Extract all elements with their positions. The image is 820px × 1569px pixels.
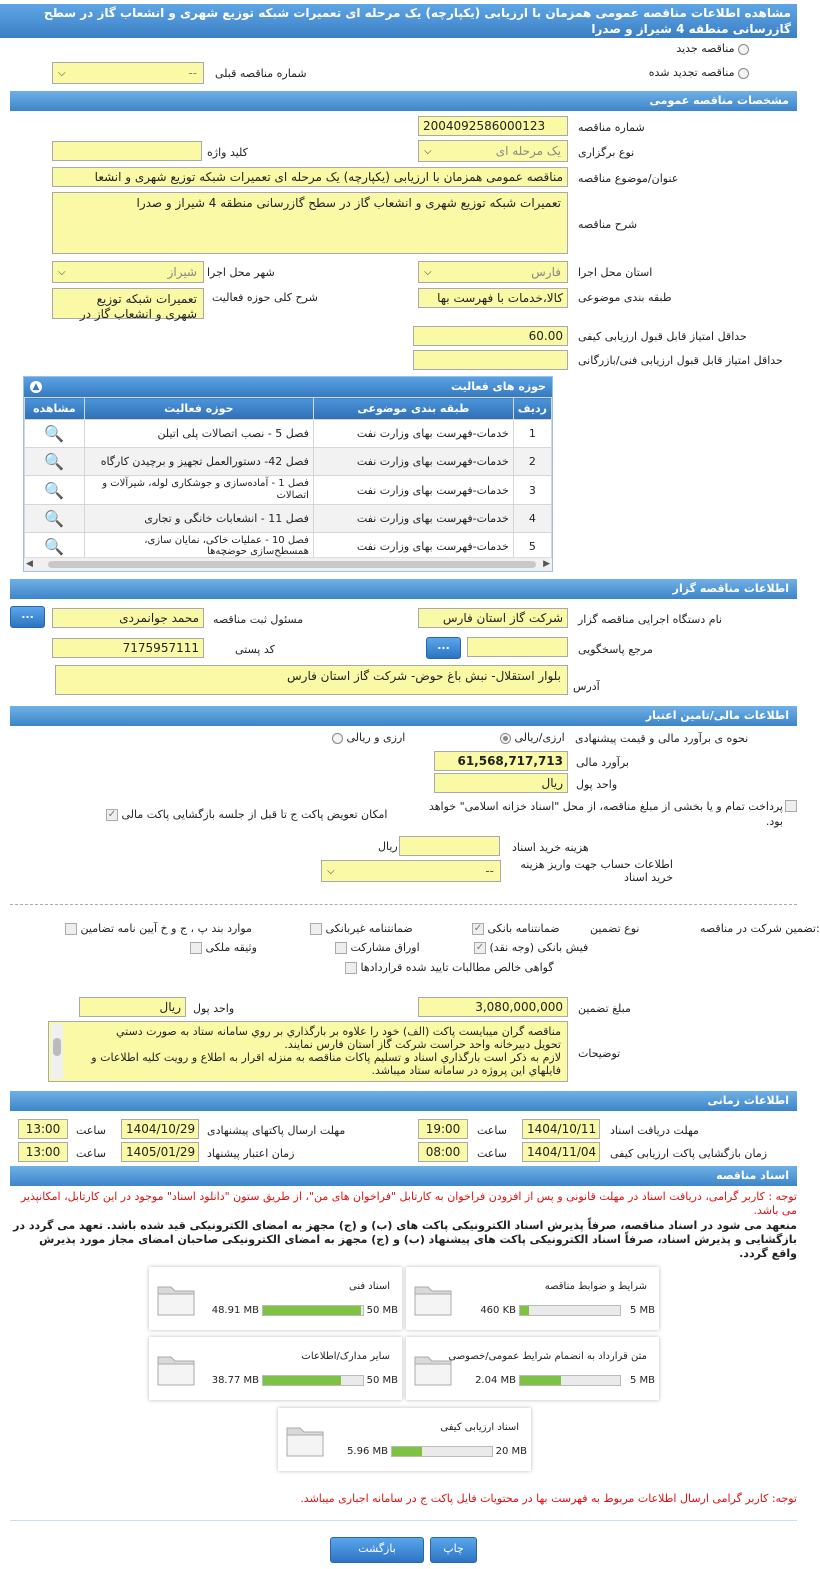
city-value: شیراز: [167, 265, 197, 279]
document-name: اسناد ارزیابی کیفی: [440, 1422, 519, 1433]
divider: [10, 904, 797, 905]
option-regulation: [65, 922, 252, 935]
folder-icon: [155, 1349, 197, 1389]
notes-line: لازم به ذكر است بارگذاري اسناد و تسليم پاكات مناقصه به منزله اقرار به اطلاع و رويت كليه اطلاعات و: [91, 1051, 561, 1064]
progress-track: [262, 1375, 364, 1386]
table-row: [25, 476, 552, 505]
city-select[interactable]: [52, 261, 204, 283]
type-label: نوع برگزاری: [578, 146, 635, 159]
document-max: 50 MB: [366, 1375, 398, 1386]
chevron-down-icon: ⌵: [424, 267, 432, 278]
table-row: [25, 420, 552, 448]
document-card[interactable]: [278, 1408, 531, 1471]
number-label: شماره مناقصه: [578, 121, 645, 134]
document-max: 50 MB: [366, 1305, 398, 1316]
swap-option: [106, 808, 387, 821]
row-field: فصل 11 - انشعابات خانگی و تجاری: [84, 505, 313, 533]
radio-new-label: مناقصه جدید: [676, 42, 735, 55]
progress-track: [519, 1375, 621, 1386]
document-name: سایر مدارک/اطلاعات: [301, 1351, 390, 1362]
radio-rial[interactable]: [500, 731, 565, 744]
org-field[interactable]: شرکت گاز استان فارس: [418, 608, 568, 628]
notes-line: تحويل دبيرخانه واحد حراست شركت گاز استان فارس نمايند.: [284, 1038, 561, 1051]
document-max: 20 MB: [495, 1446, 527, 1457]
activity-panel-title: حوزه های فعالیت: [24, 377, 552, 397]
postal-field[interactable]: 7175957111: [52, 638, 204, 658]
prev-number-value: --: [188, 66, 197, 80]
document-name: متن قرارداد به انضمام شرایط عمومی/خصوصی: [448, 1351, 647, 1362]
row-category: خدمات-فهرست بهای وزارت نفت: [313, 420, 513, 448]
folder-icon: [155, 1279, 197, 1319]
type-value: یک مرحله ای: [495, 144, 561, 158]
row-number: 2: [513, 448, 551, 476]
option-bank-guarantee: [472, 922, 560, 935]
row-field: فصل 1 - آماده‌سازی و جوشکاری لوله، شیرآلات و اتصالات: [84, 476, 313, 505]
row-number: 5: [513, 533, 551, 560]
row-number: 4: [513, 505, 551, 533]
chevron-down-icon: ⌵: [327, 866, 335, 877]
col-row: ردیف: [513, 398, 551, 420]
horizontal-scrollbar[interactable]: [24, 557, 552, 571]
prev-number-label: شماره مناقصه قبلی: [215, 67, 307, 80]
category-field[interactable]: کالا،خدمات با فهرست بها: [418, 288, 568, 308]
row-category: خدمات-فهرست بهای وزارت نفت: [313, 505, 513, 533]
postal-label: کد پستی: [235, 643, 275, 656]
doc-fee-field[interactable]: [399, 836, 500, 856]
activity-table: [24, 397, 552, 560]
radio-new-tender[interactable]: [676, 42, 749, 55]
progress-fill: [392, 1447, 422, 1456]
number-field[interactable]: 2004092586000123: [418, 116, 568, 136]
desc-field[interactable]: تعمیرات شبکه توزیع شهری و انشعاب گاز در سطح گازرسانی منطقه 4 شیراز و صدرا: [52, 192, 568, 254]
row-field: فصل 5 - نصب اتصالات پلی اتیلن: [84, 420, 313, 448]
estimate-field[interactable]: 61,568,717,713: [434, 751, 568, 771]
progress-track: [519, 1305, 621, 1316]
progress-track: [262, 1305, 364, 1316]
address-label: آدرس: [573, 680, 600, 693]
min-tech-field[interactable]: [413, 350, 568, 370]
view-icon[interactable]: 🔍: [25, 448, 85, 476]
col-category: طبقه بندی موضوعی: [313, 398, 513, 420]
subject-label: عنوان/موضوع مناقصه: [578, 172, 679, 185]
option-cash-label: فیش بانکی (وجه نقد): [489, 941, 589, 954]
back-button[interactable]: بازگشت: [330, 1537, 424, 1563]
province-select[interactable]: [418, 261, 568, 283]
table-row: [25, 533, 552, 560]
keyword-field[interactable]: [52, 141, 202, 161]
document-used: 48.91 MB: [211, 1305, 259, 1316]
table-row: [25, 505, 552, 533]
subject-field[interactable]: مناقصه عمومی همزمان با ارزیابی (یکپارچه) یک مرحله ای تعمیرات شبکه توزیع شهری و انشعا: [52, 167, 568, 187]
footer-divider: [10, 1520, 797, 1521]
treasury-checkbox[interactable]: [785, 800, 797, 812]
address-field[interactable]: بلوار استقلال- نبش باغ حوض- شرکت گاز استان فارس: [55, 665, 568, 695]
section-general: مشخصات مناقصه عمومی: [10, 91, 797, 111]
radio-fx[interactable]: [332, 731, 405, 744]
responsible-lookup-button[interactable]: ...: [10, 606, 45, 628]
validity-label: زمان اعتبار پیشنهاد: [207, 1147, 295, 1160]
radio-rial-icon[interactable]: [500, 733, 511, 744]
notes-label: توضیحات: [578, 1047, 621, 1060]
chevron-down-icon: ⌵: [58, 68, 66, 79]
category-label: طبقه بندی موضوعی: [578, 291, 672, 304]
province-value: فارس: [531, 265, 561, 279]
folder-icon: [284, 1420, 326, 1460]
progress-fill: [520, 1376, 561, 1385]
section-documents: اسناد مناقصه: [10, 1166, 797, 1186]
validity-time[interactable]: 13:00: [18, 1142, 68, 1162]
swap-text: امکان تعویض پاکت ج تا قبل از جلسه بازگشایی پاکت مالی: [121, 808, 388, 821]
swap-checkbox[interactable]: ✓: [107, 809, 117, 820]
view-icon[interactable]: 🔍: [25, 505, 85, 533]
progress-fill: [520, 1306, 529, 1315]
col-view: مشاهده: [25, 398, 85, 420]
option-nonbank-guarantee-label: ضمانتنامه غیربانکی: [325, 922, 413, 935]
estimate-label: برآورد مالی: [576, 756, 629, 769]
receive-time[interactable]: 19:00: [418, 1119, 468, 1139]
option-bank-guarantee-label: ضمانتنامه بانکی: [487, 922, 560, 935]
radio-rial-label: ارزی/ریالی: [514, 731, 565, 744]
doc-fee-label: هزینه خرید اسناد: [512, 841, 589, 854]
scroll-thumb[interactable]: [53, 1038, 61, 1056]
responsible-field[interactable]: محمد جوانمردی: [52, 608, 204, 628]
documents-note: توجه : کاربر گرامی، دریافت اسناد در مهلت قانونی و پس از افزودن فراخوان به کارتابل "فراخوان های من"، از طریق ستون "دانلود اسناد" موجود در این کارتابل، امکانپذیر می باشد.: [20, 1190, 797, 1217]
document-card[interactable]: [149, 1337, 402, 1400]
org-label: نام دستگاه اجرایی مناقصه گزار: [578, 613, 722, 626]
open-date[interactable]: 1404/11/04: [522, 1142, 600, 1162]
account-select[interactable]: [321, 860, 501, 882]
document-name: اسناد فنی: [349, 1281, 390, 1292]
min-tech-label: حداقل امتیاز قابل قبول ارزیابی فنی/بازرگانی: [578, 354, 783, 367]
desc-label: شرح مناقصه: [578, 218, 638, 231]
scroll-right-icon[interactable]: ▶: [543, 559, 550, 569]
document-card[interactable]: [149, 1267, 402, 1330]
option-regulation-label: موارد بند پ ، ج و خ آیین نامه تضامین: [80, 922, 252, 935]
table-row: [25, 448, 552, 476]
reference-field[interactable]: [467, 637, 568, 657]
city-label: شهر محل اجرا: [207, 266, 275, 279]
option-receivables: [345, 961, 554, 974]
send-time-label: ساعت: [76, 1124, 106, 1137]
scroll-left-icon[interactable]: ◀: [26, 559, 33, 569]
min-quality-field[interactable]: 60.00: [413, 326, 568, 346]
view-icon[interactable]: 🔍: [25, 420, 85, 448]
radio-new-icon[interactable]: [738, 44, 749, 55]
treasury-text: پرداخت تمام و یا بخشی از مبلغ مناقصه، از محل "اسناد خزانه اسلامی" خواهد بود.: [428, 800, 783, 828]
send-date[interactable]: 1404/10/29: [121, 1119, 199, 1139]
chevron-down-icon: ⌵: [58, 267, 66, 278]
checkbox[interactable]: ✓: [473, 923, 483, 934]
document-name: شرایط و ضوابط مناقصه: [544, 1281, 647, 1292]
row-field: فصل 42- دستورالعمل تجهیز و برچیدن کارگاه: [84, 448, 313, 476]
send-label: مهلت ارسال پاکتهای پیشنهادی: [207, 1124, 346, 1137]
currency-label: واحد پول: [576, 778, 618, 791]
option-bonds: [335, 941, 420, 954]
checkbox[interactable]: [310, 923, 322, 935]
reference-lookup-button[interactable]: ...: [426, 637, 461, 659]
radio-renewed-icon[interactable]: [738, 68, 749, 79]
checkbox[interactable]: [345, 962, 357, 974]
progress-track: [391, 1446, 493, 1457]
view-icon[interactable]: 🔍: [25, 533, 85, 560]
receive-date[interactable]: 1404/10/11: [522, 1119, 600, 1139]
send-time[interactable]: 13:00: [18, 1119, 68, 1139]
option-property-label: وثیقه ملکی: [205, 941, 257, 954]
view-icon[interactable]: 🔍: [25, 476, 85, 505]
chevron-down-icon: ⌵: [424, 146, 432, 157]
notes-scrollbar[interactable]: [51, 1024, 63, 1079]
responsible-label: مسئول ثبت مناقصه: [213, 613, 304, 626]
document-used: 38.77 MB: [211, 1375, 259, 1386]
receive-label: مهلت دریافت اسناد: [610, 1124, 699, 1137]
guarantee-label: تضمین شرکت در مناقصه:: [700, 922, 820, 935]
scope-field[interactable]: تعمیرات شبکه توزیع شهری و انشعاب گاز در: [52, 288, 204, 319]
row-number: 1: [513, 420, 551, 448]
guarantee-type-label: نوع تضمین: [590, 922, 640, 935]
page-title: مشاهده اطلاعات مناقصه عمومی همزمان با ارزیابی (یکپارچه) یک مرحله ای تعمیرات شبکه توزیع شهری و انشعاب گاز در سطح گازرسانی منطقه 4 شیراز و صدرا: [0, 4, 797, 38]
receive-time-label: ساعت: [477, 1124, 507, 1137]
checkbox[interactable]: ✓: [475, 942, 485, 953]
row-field: فصل 10 - عملیات خاکی، نمایان سازی، همسطح‌سازی حوضچه‌ها: [84, 533, 313, 560]
guarantee-currency-label: واحد پول: [193, 1002, 235, 1015]
guarantee-amount-field[interactable]: 3,080,000,000: [418, 997, 568, 1017]
progress-fill: [263, 1306, 361, 1315]
province-label: استان محل اجرا: [578, 266, 653, 279]
keyword-label: کلید واژه: [207, 146, 248, 159]
checkbox[interactable]: [335, 942, 347, 954]
progress-fill: [263, 1376, 341, 1385]
row-number: 3: [513, 476, 551, 505]
scroll-thumb[interactable]: [48, 561, 536, 568]
checkbox[interactable]: [190, 942, 202, 954]
scope-label: شرح کلی حوزه فعالیت: [212, 291, 318, 304]
notes-line: فايلهاي اين پروژه در سامانه ستاد ميباشد.: [371, 1064, 561, 1077]
signature-commitment: منعهد می شود در اسناد مناقصه، صرفاً پذیرش اسناد الکترونیکی پاکت های (ب) و (ج) مجهز به امضای الکترونیکی قید شده باشد. تعهد می گردد در بازگشایی و پذیرش اسناد، صرفاً اسناد الکترونیکی پاکت های پیشنهاد (ب) و (ج) مجهز به امضای الکترونیکی صاحبان امضای مجاز مورد پذیرش واقع گردد.: [13, 1219, 797, 1260]
document-used: 2.04 MB: [475, 1375, 516, 1386]
option-cash: [474, 941, 588, 954]
document-max: 5 MB: [629, 1375, 655, 1386]
col-field: حوزه فعالیت: [84, 398, 313, 420]
collapse-icon[interactable]: ▲: [30, 381, 42, 393]
option-receivables-label: گواهی خالص مطالبات تایید شده قراردادها: [360, 961, 554, 974]
price-list-note: توجه: کاربر گرامی ارسال اطلاعات مربوط به فهرست بها در محتویات فایل پاکت ج در سامانه اجباری میباشد.: [300, 1492, 797, 1505]
document-used: 460 KB: [480, 1305, 516, 1316]
open-label: زمان بازگشایی پاکت ارزیابی کیفی: [610, 1147, 768, 1160]
document-card[interactable]: [406, 1337, 659, 1400]
radio-renewed-tender[interactable]: [649, 66, 749, 79]
validity-time-label: ساعت: [76, 1147, 106, 1160]
document-max: 5 MB: [629, 1305, 655, 1316]
option-bonds-label: اوراق مشارکت: [350, 941, 420, 954]
currency-field[interactable]: ریال: [434, 773, 568, 793]
reference-label: مرجع پاسخگویی: [578, 643, 653, 656]
row-category: خدمات-فهرست بهای وزارت نفت: [313, 448, 513, 476]
checkbox[interactable]: [65, 923, 77, 935]
document-used: 5.96 MB: [347, 1446, 388, 1457]
option-property: [190, 941, 257, 954]
section-timing: اطلاعات زمانی: [10, 1091, 797, 1111]
type-select[interactable]: [418, 140, 568, 162]
open-time-label: ساعت: [477, 1147, 507, 1160]
radio-renewed-label: مناقصه تجدید شده: [648, 66, 735, 79]
open-time[interactable]: 08:00: [418, 1142, 468, 1162]
account-label: اطلاعات حساب جهت واریز هزینه خرید اسناد: [520, 858, 673, 884]
doc-fee-unit: ریال: [378, 840, 398, 853]
section-finance: اطلاعات مالی/تامین اعتبار: [10, 706, 797, 726]
prev-number-select[interactable]: [52, 62, 204, 84]
account-value: --: [485, 864, 494, 878]
activity-panel: [23, 376, 553, 572]
validity-date[interactable]: 1405/01/29: [121, 1142, 199, 1162]
row-category: خدمات-فهرست بهای وزارت نفت: [313, 533, 513, 560]
notes-field[interactable]: [48, 1021, 568, 1082]
method-label: نحوه ی برآورد مالی و قیمت پیشنهادی: [575, 732, 749, 745]
folder-icon: [412, 1279, 454, 1319]
option-nonbank-guarantee: [310, 922, 413, 935]
radio-fx-label: ارزی و ریالی: [346, 731, 406, 744]
guarantee-amount-label: مبلغ تضمین: [578, 1002, 631, 1015]
radio-fx-icon[interactable]: [332, 733, 343, 744]
guarantee-currency-field[interactable]: ریال: [79, 997, 186, 1017]
print-button[interactable]: چاپ: [430, 1537, 477, 1563]
document-card[interactable]: [406, 1267, 659, 1330]
min-quality-label: حداقل امتیاز قابل قبول ارزیابی کیفی: [578, 330, 747, 343]
section-organizer: اطلاعات مناقصه گزار: [10, 579, 797, 599]
notes-line: مناقصه گران میبایست پاکت (الف) خود را علاوه بر بارگذاري بر روي سامانه ستاد به صورت دستي: [115, 1025, 561, 1038]
row-category: خدمات-فهرست بهای وزارت نفت: [313, 476, 513, 505]
